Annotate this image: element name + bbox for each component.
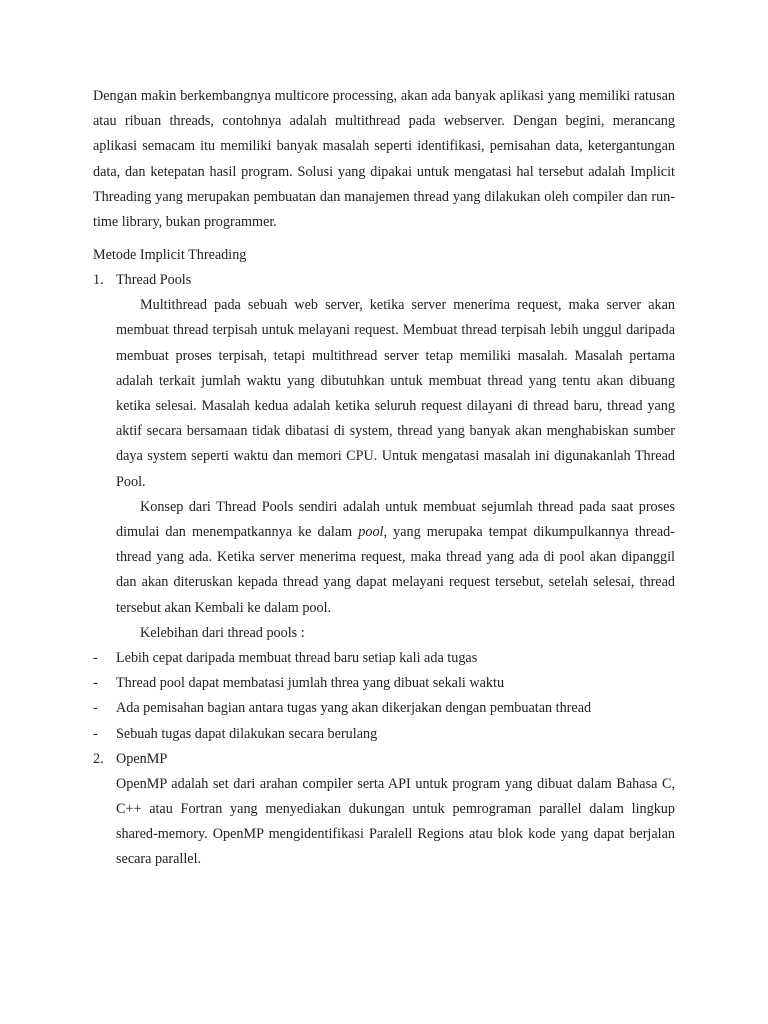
- advantages-title: Kelebihan dari thread pools :: [140, 624, 305, 641]
- list-item-text: Sebuah tugas dapat dilakukan secara berulang: [116, 725, 378, 742]
- numbered-item-thread-pools: [93, 268, 675, 747]
- bullet-dash: -: [93, 675, 98, 692]
- paragraph-text: Konsep dari Thread Pools sendiri adalah untuk membuat sejumlah thread pada saat proses dimulai dan menempatkannya ke dalam: [116, 498, 675, 541]
- list-item: [93, 696, 675, 721]
- section-heading: Metode Implicit Threading: [93, 247, 247, 264]
- bullet-dash: -: [93, 700, 98, 717]
- list-item: [93, 671, 675, 696]
- list-item: [93, 722, 675, 747]
- item-number: 2.: [93, 750, 104, 767]
- thread-pools-paragraph-1: Multithread pada sebuah web server, ketika server menerima request, maka server akan membuat thread terpisah untuk melayani request. Membuat thread terpisah lebih unggul daripada membuat proses terpisah, tetapi multithread server tetap memiliki masalah. Masalah pertama adalah terkait jumlah waktu yang dibutuhkan untuk membuat thread yang tentu akan dibuang ketika selesai. Masalah kedua adalah ketika seluruh request dilayani di thread baru, thread yang aktif secara bersamaan tidak dibatasi di system, thread yang banyak akan menghabiskan sumber daya system seperti waktu dan memori CPU. Untuk mengatasi masalah ini digunakanlah Thread Pool.: [116, 297, 675, 490]
- bullet-dash: -: [93, 725, 98, 742]
- list-item: [93, 646, 675, 671]
- item-number: 1.: [93, 272, 104, 289]
- openmp-paragraph: OpenMP adalah set dari arahan compiler serta API untuk program yang dibuat dalam Bahasa C, C++ atau Fortran yang menyediakan dukungan untuk pemrograman parallel dalam lingkup shared-memory. OpenMP mengidentifikasi Paralell Regions atau blok kode yang dapat berjalan secara parallel.: [116, 775, 675, 868]
- advantages-list: [93, 646, 675, 747]
- italic-term-pool: pool: [358, 524, 384, 541]
- list-item-text: Ada pemisahan bagian antara tugas yang akan dikerjakan dengan pembuatan thread: [116, 700, 592, 717]
- item-title: OpenMP: [116, 750, 168, 767]
- thread-pools-paragraph-2: [116, 495, 675, 621]
- numbered-item-openmp: [93, 747, 675, 873]
- item-title: Thread Pools: [116, 272, 192, 289]
- intro-paragraph: Dengan makin berkembangnya multicore processing, akan ada banyak aplikasi yang memiliki ratusan atau ribuan threads, contohnya adalah multithread pada webserver. Dengan begini, merancang aplikasi semacam itu memiliki banyak masalah seperti identifikasi, pemisahan data, ketergantungan data, dan ketepatan hasil program. Solusi yang dipakai untuk mengatasi hal tersebut adalah Implicit Threading yang merupakan pembuatan dan manajemen thread yang dilakukan oleh compiler dan run-time library, bukan programmer.: [93, 88, 675, 231]
- document-page: [93, 84, 675, 873]
- bullet-dash: -: [93, 650, 98, 667]
- list-item-text: Thread pool dapat membatasi jumlah threa yang dibuat sekali waktu: [116, 675, 505, 692]
- list-item-text: Lebih cepat daripada membuat thread baru setiap kali ada tugas: [116, 650, 478, 667]
- paragraph-text: , yang merupaka tempat dikumpulkannya thread-thread yang ada. Ketika server menerima request, maka thread yang ada di pool akan dipanggil dan akan diteruskan kepada thread yang dapat melayani request tersebut, setelah selesai, thread tersebut akan Kembali ke dalam pool.: [116, 524, 675, 616]
